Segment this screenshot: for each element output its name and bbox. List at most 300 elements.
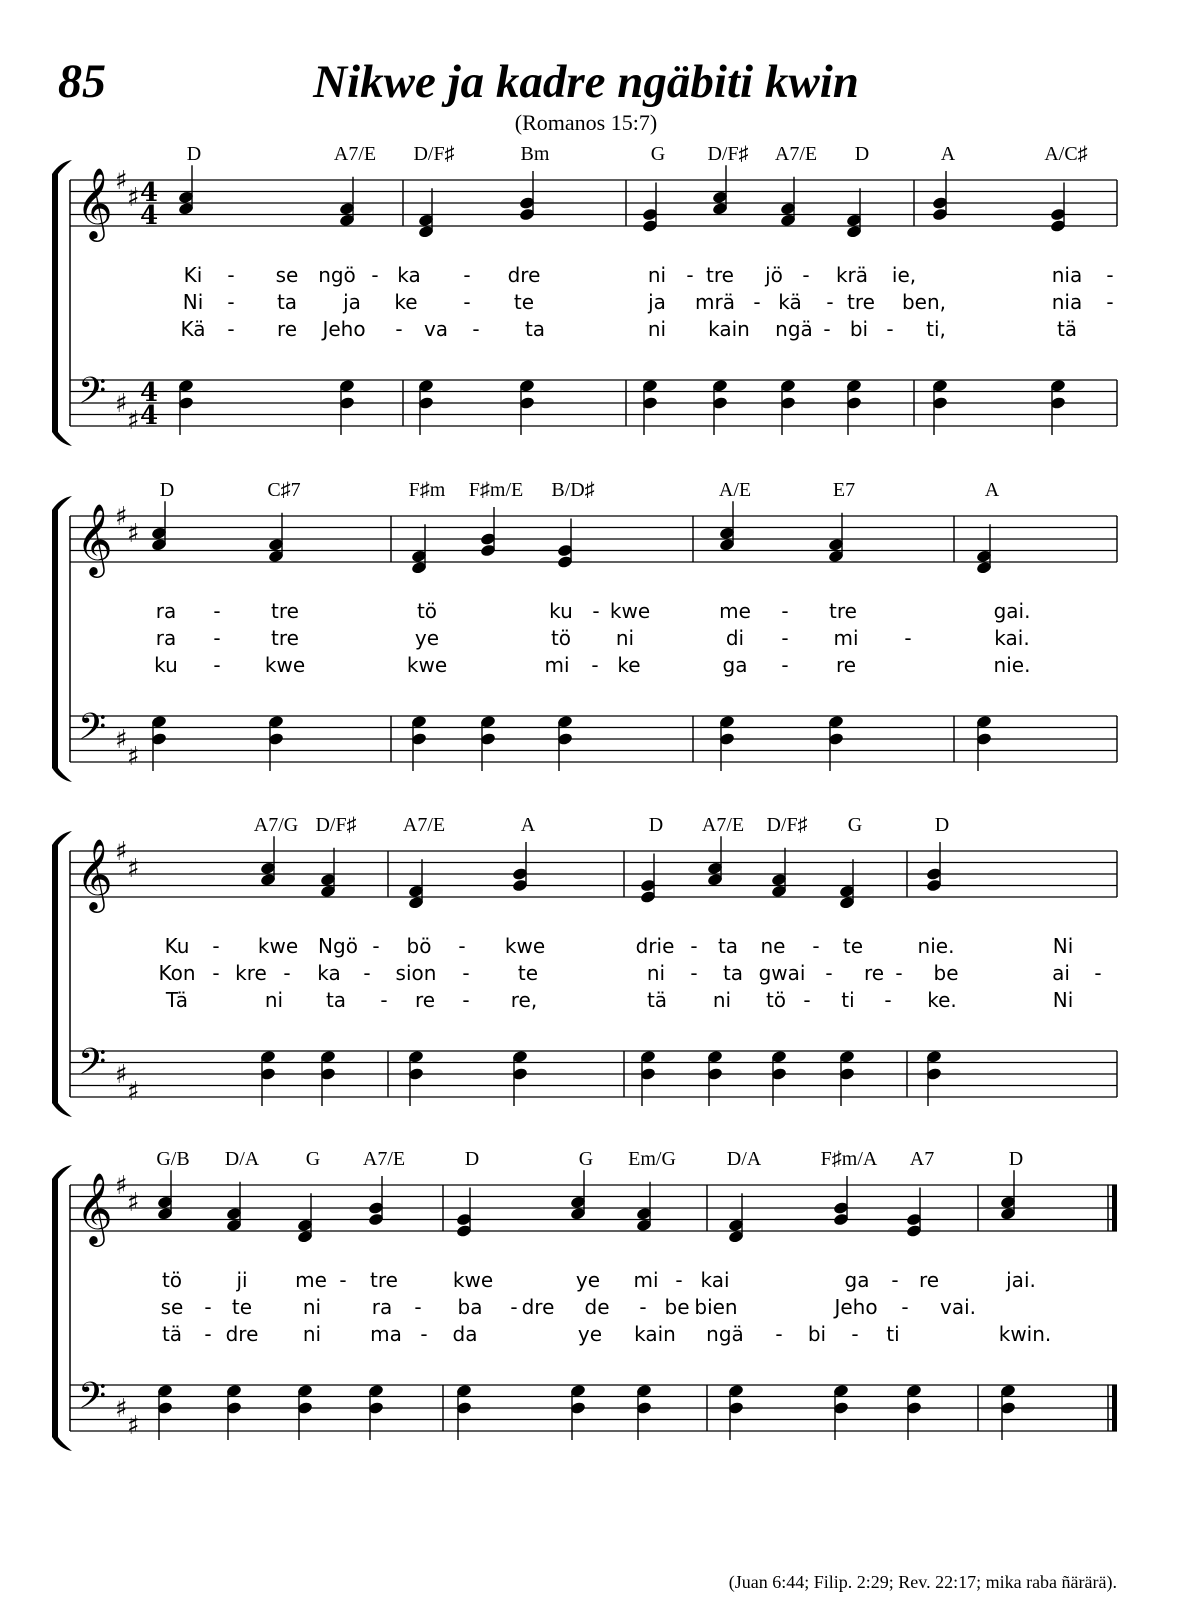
lyrics-verse-3: [165, 988, 1073, 1012]
lyrics-verse-1: [156, 599, 1031, 623]
lyric-syllable: ti: [886, 1322, 900, 1346]
scripture-references: (Juan 6:44; Filip. 2:29; Rev. 22:17; mika raba ñärärä).: [728, 1572, 1117, 1592]
final-barline-thick: [1112, 1385, 1117, 1431]
lyric-syllable: ti,: [926, 317, 946, 341]
chord-symbol: F♯m/A: [820, 1148, 878, 1170]
bracket-bottom-hook: [52, 1103, 72, 1117]
chord-symbol: D/F♯: [766, 814, 808, 836]
lyric-syllable: da: [452, 1322, 478, 1346]
lyric-syllable: -: [904, 626, 912, 650]
lyric-syllable: re: [414, 988, 436, 1012]
lyric-syllable: -: [372, 934, 380, 958]
chord-symbol: A7/E: [362, 1148, 406, 1170]
lyric-syllable: bien: [694, 1295, 738, 1319]
lyric-syllable: ni: [712, 988, 732, 1012]
chord-symbol: D: [1008, 1148, 1024, 1170]
chord-symbol: A: [984, 479, 1000, 501]
lyric-syllable: ta: [722, 961, 744, 985]
lyric-syllable: dre: [507, 263, 541, 287]
chord-symbol: A7/E: [774, 143, 818, 165]
lyric-syllable: ka: [317, 961, 341, 985]
sharp-icon: ♯: [127, 519, 140, 549]
lyric-syllable: tre: [829, 599, 857, 623]
lyric-syllable: -: [213, 599, 221, 623]
lyric-syllable: tre: [271, 626, 299, 650]
sharp-icon: ♯: [127, 742, 140, 772]
lyric-syllable: ke: [394, 290, 418, 314]
sharp-icon: ♯: [115, 725, 128, 755]
chord-symbol: A7/E: [701, 814, 745, 836]
chord-symbol: D/A: [224, 1148, 260, 1170]
hymn-title: Nikwe ja kadre ngäbiti kwin: [313, 56, 859, 108]
lyric-syllable: tö: [765, 988, 787, 1012]
chord-symbols: [160, 479, 1000, 501]
chord-symbol: F♯m: [408, 479, 446, 501]
lyric-syllable: ye: [577, 1322, 603, 1346]
bass-staff: [70, 1385, 1117, 1431]
treble-clef-icon: 𝄞: [76, 1171, 113, 1244]
chord-symbol: A7: [909, 1148, 935, 1170]
lyric-syllable: -: [458, 934, 466, 958]
lyrics-verse-3: [162, 1322, 1051, 1346]
sharp-icon: ♯: [115, 166, 128, 196]
lyric-syllable: Kon: [158, 961, 196, 985]
bass-key-signature: [115, 1394, 140, 1441]
system-1: [52, 143, 1117, 446]
sharp-icon: ♯: [127, 854, 140, 884]
lyric-syllable: te: [231, 1295, 253, 1319]
lyric-syllable: -: [592, 599, 600, 623]
lyric-syllable: kwe: [504, 934, 546, 958]
lyric-syllable: tö: [550, 626, 572, 650]
treble-time-signature: [140, 178, 158, 231]
treble-key-signature: [115, 502, 140, 549]
lyric-syllable: Ki: [183, 263, 203, 287]
lyric-syllable: nia: [1051, 290, 1083, 314]
lyric-syllable: di: [725, 626, 745, 650]
lyric-syllable: -: [283, 961, 291, 985]
lyric-syllable: ta: [276, 290, 298, 314]
bracket-top-hook: [52, 496, 72, 510]
lyrics-verse-3: [180, 317, 1077, 341]
chord-symbol: G: [847, 814, 863, 836]
bracket-bottom-hook: [52, 432, 72, 446]
lyric-syllable: -: [213, 626, 221, 650]
sharp-icon: ♯: [127, 406, 140, 436]
notes: [257, 836, 943, 1106]
lyric-syllable: -: [462, 961, 470, 985]
lyric-syllable: va: [423, 317, 449, 341]
lyrics-verse-2: [158, 961, 1101, 985]
lyrics-verse-1: [162, 1268, 1036, 1292]
bass-time-signature: [140, 378, 158, 431]
chord-symbol: D/A: [726, 1148, 762, 1170]
chord-symbol: D: [934, 814, 950, 836]
lyric-syllable: kwe: [257, 934, 299, 958]
lyric-syllable: mi: [833, 626, 859, 650]
bass-key-signature: [115, 389, 140, 436]
lyric-syllable: tre: [271, 599, 299, 623]
time-signature-numerator: 4: [140, 378, 159, 408]
lyric-syllable: ra: [155, 626, 177, 650]
lyric-syllable: ni: [647, 263, 667, 287]
lyrics-verse-2: [161, 1295, 976, 1319]
final-barline-thick: [1112, 1185, 1117, 1231]
treble-key-signature: [115, 166, 140, 213]
lyric-syllable: bö: [406, 934, 432, 958]
lyric-syllable: tö: [416, 599, 438, 623]
lyric-syllable: ie,: [891, 263, 917, 287]
system-bracket: [52, 160, 72, 446]
lyric-syllable: -: [901, 1295, 909, 1319]
chord-symbol: D/F♯: [707, 143, 749, 165]
lyric-syllable: -: [204, 1295, 212, 1319]
lyric-syllable: -: [395, 317, 403, 341]
lyric-syllable: ne: [760, 934, 786, 958]
chord-symbol: D: [186, 143, 202, 165]
chord-symbol: A7/G: [253, 814, 299, 836]
lyric-syllable: -: [895, 961, 903, 985]
lyric-syllable: -: [884, 988, 892, 1012]
bass-clef-icon: 𝄢: [78, 706, 107, 757]
bass-clef-icon: 𝄢: [78, 1041, 107, 1092]
bracket-bar: [52, 845, 58, 1103]
system-2: [52, 479, 1117, 782]
lyric-syllable: me: [719, 599, 751, 623]
lyric-syllable: -: [204, 1322, 212, 1346]
time-signature-denominator: 4: [140, 401, 159, 431]
lyric-syllable: -: [823, 317, 831, 341]
lyric-syllable: kwe: [264, 653, 306, 677]
system-bracket: [52, 831, 72, 1117]
lyric-syllable: kwe: [452, 1268, 494, 1292]
time-signature-numerator: 4: [140, 178, 159, 208]
treble-staff: [70, 1185, 1117, 1231]
lyric-syllable: te: [517, 961, 539, 985]
lyric-syllable: Tä: [165, 988, 189, 1012]
lyric-syllable: -: [227, 317, 235, 341]
lyric-syllable: ga: [722, 653, 748, 677]
lyric-syllable: nia: [1051, 263, 1083, 287]
lyric-syllable: ta: [524, 317, 546, 341]
lyric-syllable: ta: [717, 934, 739, 958]
chord-symbol: D: [648, 814, 664, 836]
sharp-icon: ♯: [115, 1171, 128, 1201]
bracket-top-hook: [52, 831, 72, 845]
chord-symbol: A7/E: [402, 814, 446, 836]
treble-key-signature: [115, 837, 140, 884]
lyric-syllable: tre: [370, 1268, 398, 1292]
lyric-syllable: ti: [841, 988, 855, 1012]
lyric-syllable: re: [276, 317, 298, 341]
lyric-syllable: mi: [544, 653, 570, 677]
time-signature-denominator: 4: [140, 201, 159, 231]
chord-symbol: Em/G: [628, 1148, 676, 1170]
lyric-syllable: -: [212, 934, 220, 958]
sharp-icon: ♯: [115, 837, 128, 867]
treble-key-signature: [115, 1171, 140, 1218]
lyric-syllable: be: [933, 961, 959, 985]
lyric-syllable: ke: [617, 653, 641, 677]
lyric-syllable: ni: [264, 988, 284, 1012]
lyric-syllable: -: [339, 1268, 347, 1292]
chord-symbol: G: [578, 1148, 594, 1170]
bracket-top-hook: [52, 1165, 72, 1179]
bass-clef-icon: 𝄢: [78, 1375, 107, 1426]
bracket-bar: [52, 174, 58, 432]
lyric-syllable: Jeho: [834, 1295, 878, 1319]
lyric-syllable: -: [686, 263, 694, 287]
bass-staff: [70, 380, 1117, 426]
lyric-syllable: -: [227, 290, 235, 314]
chord-symbols: [156, 1148, 1023, 1170]
lyric-syllable: kre: [235, 961, 267, 985]
lyric-syllable: -: [690, 934, 698, 958]
lyric-syllable: Ni: [182, 290, 204, 314]
lyric-syllable: bi: [849, 317, 869, 341]
lyric-syllable: ma: [370, 1322, 402, 1346]
lyric-syllable: -: [472, 317, 480, 341]
lyric-syllable: te: [842, 934, 864, 958]
chord-symbol: Bm: [520, 143, 550, 165]
lyric-syllable: kain: [634, 1322, 676, 1346]
lyric-syllable: -: [891, 1268, 899, 1292]
chord-symbol: D: [854, 143, 870, 165]
treble-clef-icon: 𝄞: [76, 502, 113, 575]
treble-clef-icon: 𝄞: [76, 166, 113, 239]
system-3: [52, 814, 1117, 1117]
lyric-syllable: ni: [615, 626, 635, 650]
lyric-syllable: ra: [371, 1295, 393, 1319]
hymn-number: 85: [58, 55, 106, 108]
lyric-syllable: Ni: [1052, 934, 1074, 958]
lyric-syllable: -: [690, 961, 698, 985]
lyric-syllable: -: [675, 1268, 683, 1292]
sharp-icon: ♯: [127, 1188, 140, 1218]
lyric-syllable: -: [851, 1322, 859, 1346]
chord-symbol: G/B: [156, 1148, 190, 1170]
treble-staff: [70, 180, 1117, 226]
lyric-syllable: mrä: [695, 290, 735, 314]
lyric-syllable: se: [160, 1295, 184, 1319]
lyric-syllable: te: [513, 290, 535, 314]
lyric-syllable: -: [1094, 961, 1102, 985]
lyric-syllable: kä: [778, 290, 802, 314]
lyric-syllable: ngä: [706, 1322, 744, 1346]
lyric-syllable: -: [753, 290, 761, 314]
chord-symbol: D: [159, 479, 175, 501]
system-4: [52, 1148, 1117, 1451]
lyric-syllable: dre: [225, 1322, 259, 1346]
lyric-syllable: ja: [343, 290, 361, 314]
bracket-top-hook: [52, 160, 72, 174]
chord-symbol: D: [464, 1148, 480, 1170]
lyric-syllable: ke.: [927, 988, 957, 1012]
lyric-syllable: krä: [835, 263, 869, 287]
chord-symbol: G: [305, 1148, 321, 1170]
lyric-syllable: jai.: [1006, 1268, 1036, 1292]
lyric-syllable: me: [295, 1268, 327, 1292]
lyric-syllable: ni: [302, 1295, 322, 1319]
bass-clef-icon: 𝄢: [78, 370, 107, 421]
lyric-syllable: ja: [648, 290, 666, 314]
chord-symbol: A/E: [718, 479, 752, 501]
lyric-syllable: -: [462, 988, 470, 1012]
lyric-syllable: ye: [575, 1268, 601, 1292]
treble-staff: [70, 851, 1117, 897]
hymn-subtitle: (Romanos 15:7): [514, 110, 658, 135]
lyric-syllable: kwe: [406, 653, 448, 677]
bass-key-signature: [115, 725, 140, 772]
bass-staff: [70, 716, 1117, 762]
system-bracket: [52, 1165, 72, 1451]
lyric-syllable: tä: [1056, 317, 1078, 341]
chord-symbol: G: [650, 143, 666, 165]
lyric-syllable: kwe: [609, 599, 651, 623]
lyric-syllable: -: [803, 988, 811, 1012]
chord-symbol: A/C♯: [1044, 143, 1088, 165]
lyric-syllable: kai: [700, 1268, 730, 1292]
lyric-syllable: ngö: [318, 263, 356, 287]
lyric-syllable: re: [863, 961, 885, 985]
treble-clef-icon: 𝄞: [76, 837, 113, 910]
lyrics-verse-1: [184, 263, 1114, 287]
lyric-syllable: be: [664, 1295, 690, 1319]
lyric-syllable: -: [212, 961, 220, 985]
chord-symbol: D/F♯: [315, 814, 357, 836]
lyric-syllable: -: [414, 1295, 422, 1319]
lyric-syllable: bi: [807, 1322, 827, 1346]
lyric-syllable: -: [1106, 290, 1114, 314]
bracket-bottom-hook: [52, 768, 72, 782]
lyric-syllable: Jeho: [322, 317, 366, 341]
lyric-syllable: gai.: [993, 599, 1031, 623]
score-systems: [52, 143, 1117, 1451]
lyric-syllable: tre: [706, 263, 734, 287]
lyric-syllable: ni: [302, 1322, 322, 1346]
lyric-syllable: -: [781, 653, 789, 677]
lyric-syllable: ra: [155, 599, 177, 623]
lyric-syllable: dre: [521, 1295, 555, 1319]
lyric-syllable: Kä: [180, 317, 206, 341]
lyric-syllable: ka: [397, 263, 421, 287]
lyrics-verse-3: [154, 653, 1030, 677]
lyric-syllable: -: [363, 961, 371, 985]
lyric-syllable: kain: [708, 317, 750, 341]
lyric-syllable: -: [380, 988, 388, 1012]
lyric-syllable: -: [591, 653, 599, 677]
lyric-syllable: -: [826, 290, 834, 314]
lyric-syllable: nie.: [917, 934, 955, 958]
lyric-syllable: tä: [161, 1322, 183, 1346]
chord-symbol: A: [520, 814, 536, 836]
lyric-syllable: ku: [549, 599, 573, 623]
lyric-syllable: ku: [154, 653, 178, 677]
lyric-syllable: -: [213, 653, 221, 677]
sharp-icon: ♯: [127, 183, 140, 213]
lyric-syllable: ba: [457, 1295, 483, 1319]
lyric-syllable: gwai: [758, 961, 806, 985]
lyric-syllable: -: [510, 1295, 518, 1319]
lyric-syllable: tö: [161, 1268, 183, 1292]
lyric-syllable: re: [835, 653, 857, 677]
sharp-icon: ♯: [115, 1060, 128, 1090]
sharp-icon: ♯: [115, 1394, 128, 1424]
lyric-syllable: mi: [633, 1268, 659, 1292]
chord-symbol: F♯m/E: [468, 479, 524, 501]
lyric-syllable: re: [918, 1268, 940, 1292]
lyric-syllable: -: [775, 1322, 783, 1346]
sharp-icon: ♯: [115, 502, 128, 532]
lyric-syllable: ji: [236, 1268, 248, 1292]
chord-symbol: D/F♯: [413, 143, 455, 165]
chord-symbols: [254, 814, 949, 836]
lyric-syllable: ni: [647, 317, 667, 341]
lyric-syllable: jö: [765, 263, 783, 287]
lyric-syllable: tre: [847, 290, 875, 314]
lyric-syllable: tä: [646, 988, 668, 1012]
bass-key-signature: [115, 1060, 140, 1107]
lyric-syllable: kwin.: [998, 1322, 1052, 1346]
lyric-syllable: re,: [510, 988, 538, 1012]
lyric-syllable: -: [463, 290, 471, 314]
lyric-syllable: drie: [635, 934, 675, 958]
lyric-syllable: -: [639, 1295, 647, 1319]
lyric-syllable: -: [420, 1322, 428, 1346]
lyrics-verse-1: [165, 934, 1074, 958]
sharp-icon: ♯: [127, 1077, 140, 1107]
bracket-bar: [52, 510, 58, 768]
lyric-syllable: Ngö: [318, 934, 358, 958]
lyric-syllable: -: [886, 317, 894, 341]
bass-staff: [70, 1051, 1117, 1097]
lyrics-verse-2: [156, 626, 1030, 650]
lyric-syllable: nie.: [993, 653, 1031, 677]
chord-symbol: B/D♯: [551, 479, 595, 501]
lyric-syllable: -: [1106, 263, 1114, 287]
lyric-syllable: -: [802, 263, 810, 287]
sharp-icon: ♯: [115, 389, 128, 419]
lyrics-verse-2: [183, 290, 1114, 314]
lyric-syllable: Ku: [164, 934, 190, 958]
chord-symbol: C♯7: [267, 479, 301, 501]
chord-symbol: A7/E: [333, 143, 377, 165]
lyric-syllable: -: [825, 961, 833, 985]
lyric-syllable: -: [371, 263, 379, 287]
lyric-syllable: vai.: [939, 1295, 977, 1319]
chord-symbols: [187, 143, 1088, 165]
lyric-syllable: -: [463, 263, 471, 287]
lyric-syllable: ta: [325, 988, 347, 1012]
lyric-syllable: -: [812, 934, 820, 958]
treble-staff: [70, 516, 1117, 562]
bracket-bottom-hook: [52, 1437, 72, 1451]
lyric-syllable: ni: [646, 961, 666, 985]
chord-symbol: E7: [832, 479, 856, 501]
lyric-syllable: de: [584, 1295, 610, 1319]
lyric-syllable: sion: [395, 961, 437, 985]
system-bracket: [52, 496, 72, 782]
lyric-syllable: Ni: [1052, 988, 1074, 1012]
lyric-syllable: -: [781, 626, 789, 650]
bracket-bar: [52, 1179, 58, 1437]
chord-symbol: A: [940, 143, 956, 165]
lyric-syllable: se: [275, 263, 299, 287]
sharp-icon: ♯: [127, 1411, 140, 1441]
lyric-syllable: ai: [1052, 961, 1070, 985]
lyric-syllable: ngä: [775, 317, 813, 341]
lyric-syllable: ben,: [901, 290, 947, 314]
